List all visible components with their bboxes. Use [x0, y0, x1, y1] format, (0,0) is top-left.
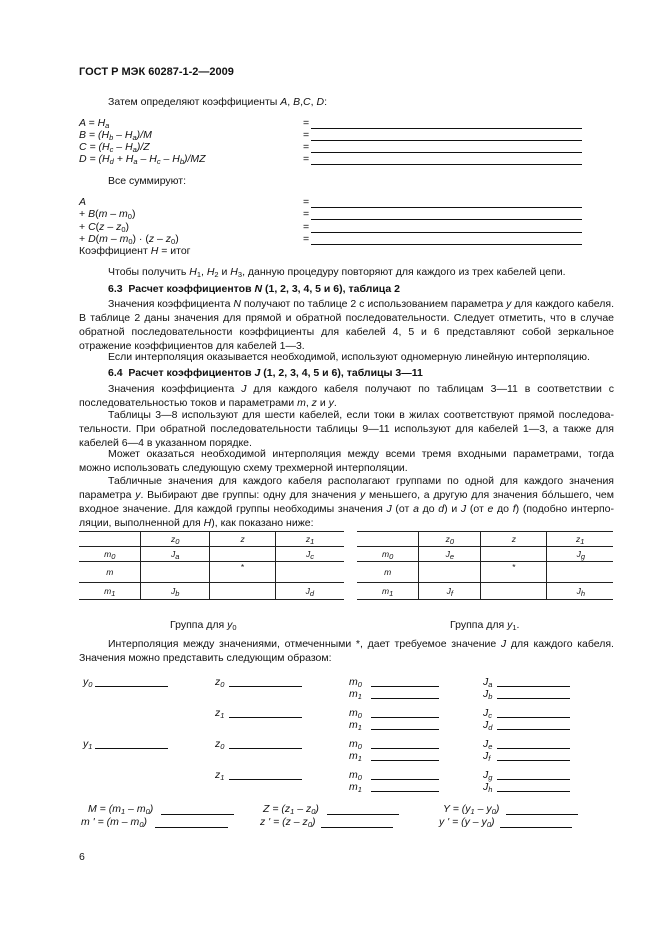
paragraph-groups: Табличные значения для каждого кабеля располагают группами по одной для каждого значения параметра y. Выбирают две группы: одну для значения y меньшего, а другую для значения бо́льшего, чем входное значение. Для каждой группы необходимы значения J (от a до d) и J (от e до f) (подобно интерполяции, выполненной для H), как показано ниже:	[79, 475, 614, 529]
paragraph-linear-interp: Если интерполяция оказывается необходимой, используют одномерную линейную интерполяцию.	[108, 351, 590, 363]
eq-sign: =	[303, 221, 310, 233]
coef-c: $C = (H_c - H_a)/Z$	[79, 141, 150, 154]
cell-star: *	[481, 562, 547, 583]
label-m1: $m_1$	[349, 781, 362, 794]
blank-line	[229, 686, 302, 687]
blank-line	[311, 164, 582, 165]
blank-line	[95, 686, 168, 687]
formula-y-prime: y ' = $(y - y_0)$	[439, 816, 495, 829]
paragraph-result: Интерполяция между значениями, отмеченными *, дает требуемое значение J для каждого кабеля. Значения можно представить следующим образом:	[79, 638, 614, 664]
coefficients-intro: Затем определяют коэффициенты A, B,C, D:	[108, 96, 327, 108]
label-m0: $m_0$	[349, 707, 362, 720]
formula-m-prime: m ' = $(m - m_0)$	[81, 816, 147, 829]
label-m1: $m_1$	[349, 750, 362, 763]
interp-table-y1	[357, 531, 613, 600]
sum-total: Коэффициент H = итог	[79, 245, 191, 257]
cell-m: m	[79, 562, 141, 583]
formula-Y: $Y = (y_1 - y_0)$	[443, 803, 500, 816]
paragraph-n-values: Значения коэффициента N получают по таблице 2 с использованием параметра y для каждого кабеля. В таблице 2 даны значения для прямой и обратной последовательности. Следует отметить, что в случае обратной последовательности коэффициенты для кабелей 4, 5 и 6 представляют собой зеркальное отражение коэффициентов для кабелей 1—3.	[79, 298, 615, 352]
cell-m1: $m_1$	[357, 583, 419, 600]
cell-z: z	[481, 532, 547, 547]
blank-line	[371, 760, 439, 761]
blank-line	[321, 827, 393, 828]
label-m0: $m_0$	[349, 738, 362, 751]
blank-line	[229, 717, 302, 718]
interp-table-y0	[79, 531, 344, 600]
blank-line	[371, 729, 439, 730]
eq-sign: =	[303, 141, 310, 153]
cell-z1: $z_1$	[276, 532, 344, 547]
blank-line	[497, 779, 570, 780]
paragraph-j-values: Значения коэффициента J для каждого кабеля получают по таблицам 3—11 в соответствии с последовательностью токов и параметрами m, z и y.	[79, 383, 614, 409]
blank-line	[311, 140, 582, 141]
sum-a: A	[79, 196, 87, 208]
cell-jd: $J_d$	[276, 583, 344, 600]
cell-m0: $m_0$	[357, 547, 419, 562]
label-m0: $m_0$	[349, 769, 362, 782]
coef-b: $B = (H_b - H_a)/M$	[79, 129, 152, 142]
eq-sign: =	[303, 208, 310, 220]
label-m1: $m_1$	[349, 688, 362, 701]
label-m0: $m_0$	[349, 676, 362, 689]
label-m1: $m_1$	[349, 719, 362, 732]
label-jd: $J_d$	[483, 719, 493, 732]
blank-line	[229, 779, 302, 780]
label-z0: $z_0$	[215, 676, 225, 689]
cell-ja: $J_a$	[141, 547, 209, 562]
group-y1-caption: Группа для $y_1$.	[450, 619, 520, 632]
eq-sign: =	[303, 196, 310, 208]
label-jf: $J_f$	[483, 750, 491, 763]
blank-line	[311, 207, 582, 208]
label-jc: $J_c$	[483, 707, 492, 720]
sum-d: + $D(m - m_0) \cdot (z - z_0)$	[79, 233, 179, 246]
blank-line	[497, 791, 570, 792]
eq-sign: =	[303, 233, 310, 245]
cell-m1: $m_1$	[79, 583, 141, 600]
label-jg: $J_g$	[483, 769, 493, 782]
label-jb: $J_b$	[483, 688, 493, 701]
eq-sign: =	[303, 129, 310, 141]
blank-line	[311, 219, 582, 220]
blank-line	[161, 814, 234, 815]
cell-star: *	[209, 562, 275, 583]
eq-sign: =	[303, 117, 310, 129]
label-je: $J_e$	[483, 738, 493, 751]
cell-jb: $J_b$	[141, 583, 209, 600]
sum-b: + $B(m - m_0)$	[79, 208, 136, 221]
document-header: ГОСТ Р МЭК 60287-1-2—2009	[79, 66, 234, 78]
label-z0: $z_0$	[215, 738, 225, 751]
blank-line	[155, 827, 228, 828]
sum-c: + $C(z - z_0)$	[79, 221, 130, 234]
coef-a: $A = H_a$	[79, 117, 110, 130]
blank-line	[229, 748, 302, 749]
label-y1: $y_1$	[83, 738, 93, 751]
blank-line	[497, 729, 570, 730]
blank-line	[327, 814, 399, 815]
blank-line	[371, 748, 439, 749]
paragraph-3d-interp: Может оказаться необходимой интерполяция между всеми тремя входными параметрами, тогда можно использовать следующую схему трехмерной интерполяции.	[79, 448, 614, 474]
section-6-3-title: 6.3 Расчет коэффициентов N (1, 2, 3, 4, 5 и 6), таблица 2	[108, 283, 400, 295]
group-y0-caption: Группа для $y_0$	[170, 619, 237, 632]
blank-line	[497, 748, 570, 749]
blank-line	[311, 152, 582, 153]
blank-line	[371, 791, 439, 792]
page-number: 6	[79, 851, 85, 863]
label-ja: $J_a$	[483, 676, 493, 689]
cell-jh: $J_h$	[547, 583, 613, 600]
blank-line	[506, 814, 578, 815]
paragraph-tables-usage: Таблицы 3—8 используют для шести кабелей, если токи в жилах соответствуют прямой последовательности. При обратной последовательности таблицы 9—11 используют для кабелей 1—3, а также для кабелей 6—4 в указанном порядке.	[79, 409, 614, 449]
formula-M: $M = (m_1 - m_0)$	[88, 803, 154, 816]
blank-line	[311, 244, 582, 245]
formula-Z: $Z = (z_1 - z_0)$	[263, 803, 319, 816]
blank-line	[95, 748, 168, 749]
cell-z0: $z_0$	[141, 532, 209, 547]
blank-line	[371, 698, 439, 699]
blank-line	[497, 760, 570, 761]
paragraph-h-procedure: Чтобы получить $H_1$, $H_2$ и $H_3$, данную процедуру повторяют для каждого из трех кабелей цепи.	[108, 266, 566, 279]
sum-intro: Все суммируют:	[108, 175, 187, 187]
blank-line	[311, 128, 582, 129]
blank-line	[371, 779, 439, 780]
cell-z: z	[209, 532, 275, 547]
cell-m0: $m_0$	[79, 547, 141, 562]
cell-je: $J_e$	[419, 547, 481, 562]
label-z1: $z_1$	[215, 707, 225, 720]
blank-line	[500, 827, 572, 828]
blank-line	[497, 698, 570, 699]
coef-d: $D = (H_d + H_a - H_c - H_b)/MZ$	[79, 153, 206, 166]
cell-z1: $z_1$	[547, 532, 613, 547]
blank-line	[371, 717, 439, 718]
blank-line	[311, 232, 582, 233]
label-jh: $J_h$	[483, 781, 493, 794]
formula-z-prime: z ' = $(z - z_0)$	[260, 816, 316, 829]
label-z1: $z_1$	[215, 769, 225, 782]
blank-line	[371, 686, 439, 687]
eq-sign: =	[303, 153, 310, 165]
section-6-4-title: 6.4 Расчет коэффициентов J (1, 2, 3, 4, 5 и 6), таблицы 3—11	[108, 367, 423, 379]
cell-jg: $J_g$	[547, 547, 613, 562]
cell-z0: $z_0$	[419, 532, 481, 547]
label-y0: $y_0$	[83, 676, 93, 689]
cell-jc: $J_c$	[276, 547, 344, 562]
blank-line	[497, 686, 570, 687]
cell-jf: $J_f$	[419, 583, 481, 600]
cell-m: m	[357, 562, 419, 583]
blank-line	[497, 717, 570, 718]
